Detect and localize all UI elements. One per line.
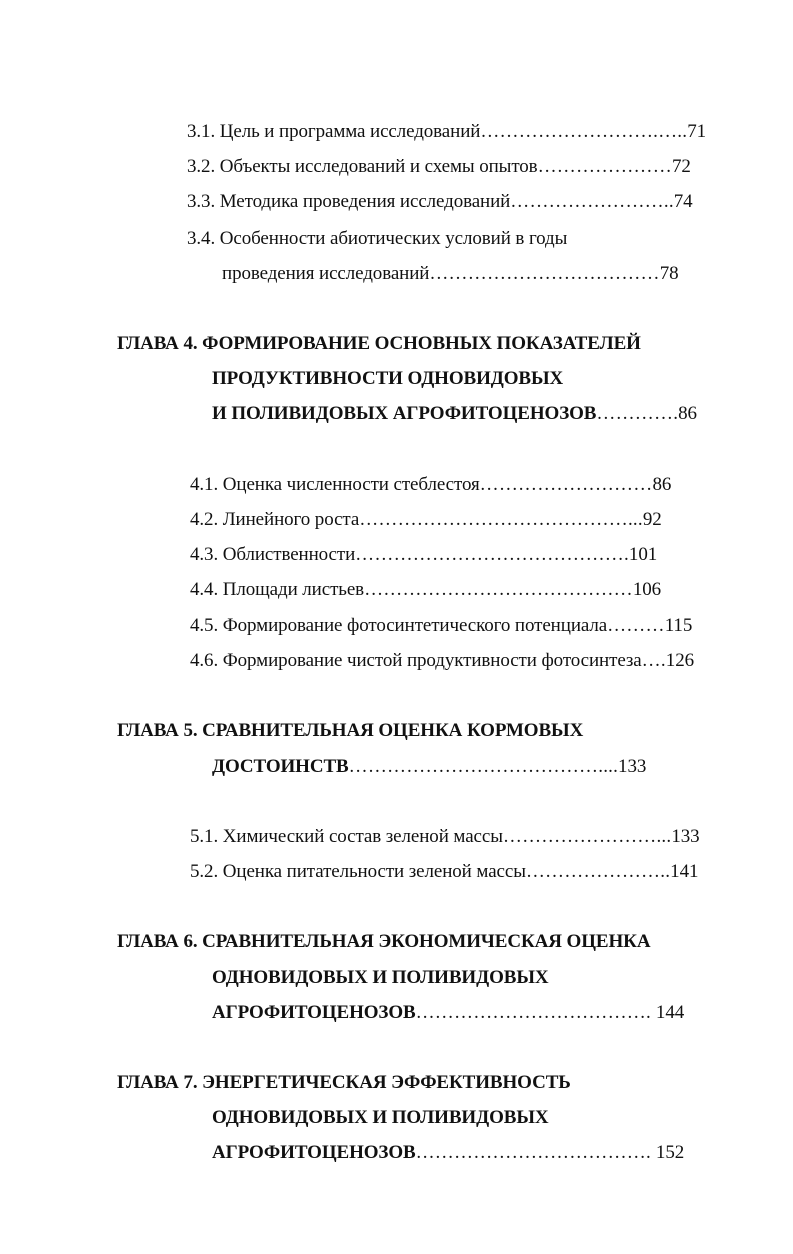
leader-dots: …………………………………… (364, 579, 633, 600)
leader-dots: ……………………………………. (355, 544, 629, 565)
toc-entry-3-4-line1[interactable] (187, 227, 567, 251)
chapter-title: ГЛАВА 6. СРАВНИТЕЛЬНАЯ ЭКОНОМИЧЕСКАЯ ОЦЕНКА (117, 931, 651, 952)
leader-dots: ……………………... (502, 826, 672, 847)
leader-dots: ………………………………….... (348, 756, 619, 777)
page-number: 141 (670, 861, 699, 882)
toc-entry-5-1[interactable] (190, 825, 700, 849)
page-number: 144 (655, 1002, 685, 1023)
leader-dots: ……………………………………... (359, 509, 643, 530)
chapter-title: ГЛАВА 4. ФОРМИРОВАНИЕ ОСНОВНЫХ ПОКАЗАТЕЛЕЙ (117, 333, 641, 354)
page-number: 115 (664, 615, 693, 636)
chapter-6-heading-line2 (212, 966, 549, 990)
entry-title: 3.2. Объекты исследований и схемы опытов (187, 156, 538, 177)
chapter-4-heading-line2 (212, 367, 563, 391)
leader-dots: ……………………….….. (480, 121, 688, 142)
page-number: 126 (665, 650, 694, 671)
leader-dots: ……………………… (479, 474, 653, 495)
chapter-7-heading-line1[interactable] (117, 1071, 571, 1095)
entry-title: 4.1. Оценка численности стеблестоя (190, 474, 480, 495)
page-number: 74 (673, 191, 693, 212)
leader-dots: …………. (596, 403, 679, 424)
chapter-title-continuation: ПРОДУКТИВНОСТИ ОДНОВИДОВЫХ (212, 368, 564, 389)
entry-title: 3.4. Особенности абиотических условий в годы (187, 228, 568, 249)
leader-dots: …. (641, 650, 666, 671)
chapter-5-heading-line1[interactable] (117, 719, 583, 743)
entry-title: 4.3. Облиственности (190, 544, 356, 565)
entry-title: 5.1. Химический состав зеленой массы (190, 826, 503, 847)
toc-entry-4-1[interactable] (190, 473, 671, 497)
chapter-7-heading-line3[interactable] (212, 1141, 684, 1165)
chapter-6-heading-line3[interactable] (212, 1001, 684, 1025)
leader-dots: ………………………………. (415, 1142, 656, 1163)
entry-title: 4.5. Формирование фотосинтетического потенциала (190, 615, 608, 636)
page-number: 71 (687, 121, 707, 142)
page-number: 133 (618, 756, 647, 777)
leader-dots: ……… (607, 615, 665, 636)
toc-entry-5-2[interactable] (190, 860, 698, 884)
page-number: 86 (652, 474, 672, 495)
entry-title: 3.1. Цель и программа исследований (187, 121, 481, 142)
toc-entry-4-6[interactable] (190, 649, 694, 673)
toc-entry-3-3[interactable] (187, 190, 693, 214)
page-number: 133 (671, 826, 700, 847)
page-number: 152 (655, 1142, 685, 1163)
page-number: 86 (678, 403, 697, 424)
chapter-title-continuation: АГРОФИТОЦЕНОЗОВ (212, 1142, 416, 1163)
entry-title-continuation: проведения исследований (222, 263, 430, 284)
page-number: 72 (671, 156, 691, 177)
leader-dots: ………………… (537, 156, 672, 177)
entry-title: 4.6. Формирование чистой продуктивности фотосинтеза (190, 650, 642, 671)
chapter-5-heading-line2[interactable] (212, 755, 646, 779)
chapter-title-continuation: АГРОФИТОЦЕНОЗОВ (212, 1002, 416, 1023)
page-number: 92 (642, 509, 662, 530)
page-number: 78 (659, 263, 679, 284)
chapter-title-continuation: ОДНОВИДОВЫХ И ПОЛИВИДОВЫХ (212, 967, 549, 988)
chapter-title: ГЛАВА 5. СРАВНИТЕЛЬНАЯ ОЦЕНКА КОРМОВЫХ (117, 720, 584, 741)
chapter-6-heading-line1[interactable] (117, 930, 650, 954)
leader-dots: ………………………………. (415, 1002, 656, 1023)
chapter-7-heading-line2 (212, 1106, 549, 1130)
toc-entry-4-3[interactable] (190, 543, 657, 567)
leader-dots: ……………………………… (429, 263, 660, 284)
page-number: 106 (632, 579, 662, 600)
entry-title: 4.4. Площади листьев (190, 579, 365, 600)
toc-entry-3-4-line2[interactable] (222, 262, 679, 286)
chapter-4-heading-line1[interactable] (117, 332, 641, 356)
entry-title: 4.2. Линейного роста (190, 509, 360, 530)
chapter-title: ГЛАВА 7. ЭНЕРГЕТИЧЕСКАЯ ЭФФЕКТИВНОСТЬ (117, 1072, 571, 1093)
toc-entry-3-1[interactable] (187, 120, 706, 144)
leader-dots: ………………….. (525, 861, 671, 882)
chapter-title-continuation: ДОСТОИНСТВ (212, 756, 349, 777)
chapter-title-continuation: ОДНОВИДОВЫХ И ПОЛИВИДОВЫХ (212, 1107, 549, 1128)
entry-title: 5.2. Оценка питательности зеленой массы (190, 861, 526, 882)
toc-entry-4-2[interactable] (190, 508, 662, 532)
entry-title: 3.3. Методика проведения исследований (187, 191, 511, 212)
page-number: 101 (628, 544, 658, 565)
toc-entry-3-2[interactable] (187, 155, 691, 179)
chapter-title-continuation: И ПОЛИВИДОВЫХ АГРОФИТОЦЕНОЗОВ (212, 403, 597, 424)
toc-entry-4-5[interactable] (190, 614, 692, 638)
toc-entry-4-4[interactable] (190, 578, 661, 602)
chapter-4-heading-line3[interactable] (212, 402, 697, 426)
leader-dots: …………………….. (510, 191, 674, 212)
